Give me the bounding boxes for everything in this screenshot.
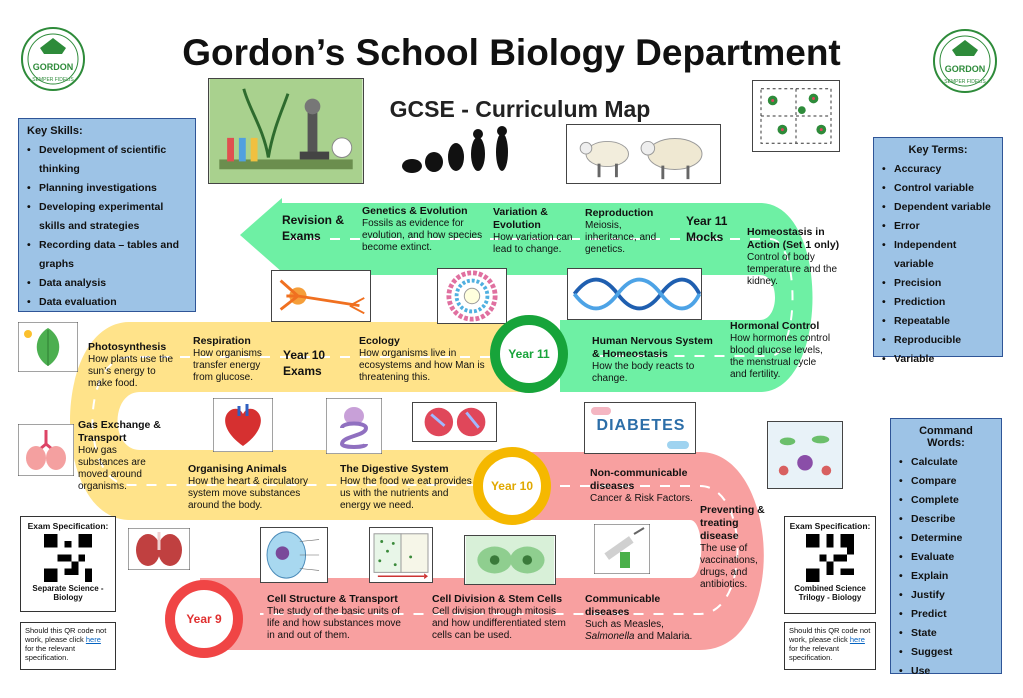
diffusion-image: [369, 527, 433, 583]
svg-text:SEMPER FIDELIS: SEMPER FIDELIS: [32, 77, 74, 83]
key-skill-item: • Data analysis: [27, 274, 187, 293]
key-skill-item: • Recording data – tables and graphs: [27, 236, 187, 274]
command-word-item: • Explain: [899, 567, 993, 586]
command-word-item: • Use: [899, 662, 993, 681]
qr-code-icon[interactable]: [806, 534, 854, 582]
logo-text: GORDON: [32, 62, 74, 72]
key-term-item: • Repeatable: [882, 312, 994, 331]
school-logo-right: [932, 28, 998, 94]
spec-note-right: Should this QR code not work, please click here for the relevant specification.: [784, 622, 876, 670]
diabetes-label: DIABETES: [596, 417, 686, 434]
key-skills-box: [18, 118, 196, 312]
revision-exams-label: Revision & Exams: [282, 213, 345, 243]
spec-link-left[interactable]: here: [85, 635, 101, 644]
key-terms-heading: Key Terms:: [908, 144, 968, 156]
topic-reproduction: Reproduction Meiosis, inheritance, and genetics.: [585, 207, 657, 255]
diabetes-image: [584, 402, 696, 454]
topic-digestive-system: The Digestive System How the food we eat provides us with the nutrients and energy we need.: [340, 463, 472, 511]
key-skill-item: • Data evaluation: [27, 293, 187, 312]
topic-non-communicable: Non-communicable diseases Cancer & Risk Factors.: [590, 467, 693, 504]
menstrual-cycle-image: [437, 268, 507, 324]
leaf-icon: [18, 322, 78, 372]
command-word-item: • Describe: [899, 510, 993, 529]
command-word-item: • Evaluate: [899, 548, 993, 567]
command-words-heading: Command Words:: [919, 425, 973, 449]
lungs-icon: [128, 528, 190, 570]
topic-genetics-evolution: Genetics & Evolution Fossils as evidence for evolution, and how species become extinct.: [362, 205, 483, 253]
key-term-item: • Reproducible: [882, 331, 994, 350]
key-term-item: • Dependent variable: [882, 198, 994, 217]
command-word-item: • State: [899, 624, 993, 643]
topic-cell-division: Cell Division & Stem Cells Cell division through mitosis and how undifferentiated stem cells can be used.: [432, 593, 566, 641]
neuron-image: [271, 270, 371, 322]
command-word-item: • Suggest: [899, 643, 993, 662]
year-9-marker: Year 9: [165, 580, 243, 658]
topic-variation-evolution: Variation & Evolution How variation can lead to change.: [493, 206, 573, 255]
year-10-marker: Year 10: [473, 447, 551, 525]
green-arrow-head: [240, 198, 282, 272]
digestive-system-icon: [326, 398, 382, 454]
key-term-item: • Error: [882, 217, 994, 236]
page-title: Gordon’s School Biology Department: [182, 32, 841, 73]
key-skill-item: • Planning investigations: [27, 179, 187, 198]
topic-gas-exchange: Gas Exchange & Transport How gas substances are moved around organisms.: [78, 419, 161, 492]
command-word-item: • Calculate: [899, 453, 993, 472]
topic-respiration: Respiration How organisms transfer energy from glucose.: [193, 335, 262, 383]
topic-photosynthesis: Photosynthesis How plants use the sun’s energy to make food.: [88, 341, 174, 389]
cancer-cells-image: [412, 402, 497, 442]
key-skill-item: • Development of scientific thinking: [27, 141, 187, 179]
dna-image: [567, 268, 702, 320]
key-term-item: • Control variable: [882, 179, 994, 198]
plant-quadrat-image: [752, 80, 840, 152]
key-term-item: • Accuracy: [882, 160, 994, 179]
topic-cell-structure: Cell Structure & Transport The study of the basic units of life and how substances move in and out of them.: [267, 593, 401, 641]
topic-communicable: Communicable diseases Such as Measles, Salmonella and Malaria.: [585, 593, 693, 642]
spec-heading: Exam Specification:: [789, 521, 871, 531]
key-term-item: • Prediction: [882, 293, 994, 312]
year-10-exams-label: Year 10 Exams: [283, 348, 326, 378]
qr-code-icon[interactable]: [44, 534, 92, 582]
animal-cell-image: [260, 527, 328, 583]
key-skill-item: • Developing experimental skills and strategies: [27, 198, 187, 236]
svg-text:GORDON: GORDON: [944, 64, 986, 74]
key-terms-box: [873, 137, 1003, 365]
lab-equipment-image: [208, 78, 364, 184]
topic-preventing-disease: Preventing & treating disease The use of vaccinations, drugs, and antibiotics.: [700, 504, 765, 590]
key-skills-heading: Key Skills:: [27, 125, 83, 137]
key-term-item: • Precision: [882, 274, 994, 293]
page-subtitle: GCSE - Curriculum Map: [389, 96, 651, 122]
svg-text:SEMPER FIDELIS: SEMPER FIDELIS: [944, 79, 986, 85]
topic-hormonal-control: Hormonal Control How hormones control blood glucose levels, the menstrual cycle and fertility.: [730, 320, 831, 380]
topic-nervous-system: Human Nervous System & Homeostasis How the body reacts to change.: [592, 335, 713, 384]
spec-name: Combined Science Trilogy - Biology: [794, 584, 866, 602]
topic-organising-animals: Organising Animals How the heart & circulatory system move substances around the body.: [188, 463, 309, 511]
pathogens-image: [767, 421, 843, 489]
key-term-item: • Variable: [882, 350, 994, 369]
spec-link-right[interactable]: here: [849, 635, 865, 644]
spec-name: Separate Science - Biology: [32, 584, 104, 602]
command-words-box: [890, 418, 1002, 677]
key-term-item: • Independent variable: [882, 236, 994, 274]
sheep-clone-image: [566, 124, 721, 184]
heart-icon: [213, 398, 273, 452]
exam-spec-left: [20, 516, 116, 612]
lungs-airway-icon: [18, 424, 74, 476]
command-word-item: • Predict: [899, 605, 993, 624]
spec-heading: Exam Specification:: [27, 521, 109, 531]
year-11-mocks-label: Year 11 Mocks: [686, 214, 728, 244]
year-11-marker: Year 11: [490, 315, 568, 393]
command-word-item: • Determine: [899, 529, 993, 548]
command-word-item: • Complete: [899, 491, 993, 510]
spec-note-left: Should this QR code not work, please click here for the relevant specification.: [20, 622, 116, 670]
topic-homeostasis-action: Homeostasis in Action (Set 1 only) Control of body temperature and the kidney.: [747, 226, 840, 287]
school-logo-left: [20, 26, 86, 92]
exam-spec-right: [784, 516, 876, 614]
topic-ecology: Ecology How organisms live in ecosystems and how Man is threatening this.: [359, 335, 485, 383]
command-word-item: • Compare: [899, 472, 993, 491]
evolution-silhouettes-image: [398, 124, 523, 182]
stem-cells-image: [464, 535, 556, 585]
vaccine-syringe-icon: [594, 524, 650, 574]
command-word-item: • Justify: [899, 586, 993, 605]
